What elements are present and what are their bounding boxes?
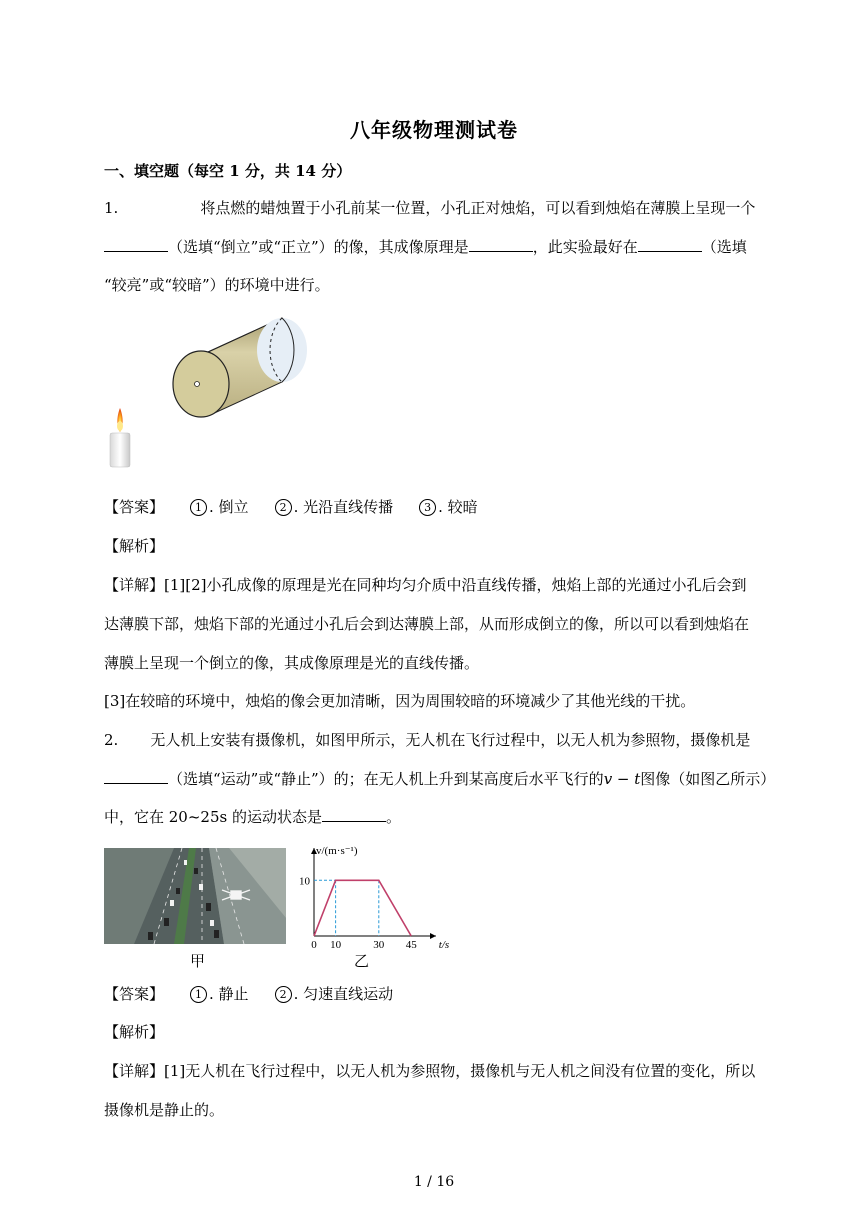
q1-text-2c: （选填 — [701, 238, 747, 256]
q1-text-2b: ，此实验最好在 — [532, 238, 638, 256]
answer-circle-number: 3 — [419, 499, 436, 516]
answer-circle-number: 1 — [190, 986, 207, 1003]
detail-line: 摄像机是静止的。 — [104, 1101, 225, 1119]
detail-line: [3]在较暗的环境中，烛焰的像会更加清晰，因为周围较暗的环境减少了其他光线的干扰。 — [104, 692, 696, 710]
x-tick-label: 30 — [373, 939, 385, 950]
q2-text-3a: 中，它在 20~25s 的运动状态是 — [104, 808, 322, 826]
q1-line1 — [104, 197, 755, 219]
candle-icon — [110, 408, 130, 467]
answer-label: 【答案】 — [104, 985, 165, 1003]
q2-text-3b: 。 — [385, 808, 401, 826]
y-tick-label: 10 — [299, 875, 310, 888]
vt-chart — [294, 840, 454, 950]
x-axis-arrow — [430, 933, 436, 939]
q2-text-2a: （选填“运动”或“静止”）的；在无人机上升到某高度后水平飞行的 — [168, 770, 604, 788]
q1-text-2a: （选填“倒立”或“正立”）的像，其成像原理是 — [168, 238, 469, 256]
q1-line3: “较亮”或“较暗”）的环境中进行。 — [104, 276, 330, 294]
q2-line3 — [104, 806, 401, 828]
section-heading: 一、填空题（每空 1 分，共 14 分） — [104, 162, 352, 180]
q2-text-2b: 图像（如图乙所示） — [640, 770, 776, 788]
answer-text: . 较暗 — [438, 498, 478, 516]
detail-line: 【详解】[1][2]小孔成像的原理是光在同种均匀介质中沿直线传播，烛焰上部的光通过小孔后会到 — [104, 576, 747, 594]
answer-text: . 匀速直线运动 — [293, 985, 394, 1003]
x-tick-label: 45 — [405, 939, 417, 950]
answer-blank[interactable] — [104, 237, 168, 252]
chart-plot-area — [299, 845, 449, 950]
tube — [173, 318, 307, 417]
q1-answer-line — [104, 496, 478, 518]
q1-text-1: 将点燃的蜡烛置于小孔前某一位置，小孔正对烛焰，可以看到烛焰在薄膜上呈现一个 — [200, 199, 756, 217]
answer-blank[interactable] — [469, 237, 533, 252]
y-axis-label: v/(m·s⁻¹) — [316, 845, 358, 857]
x-tick-label: 10 — [330, 939, 342, 950]
figure-label-yi: 乙 — [354, 952, 370, 970]
answer-text: . 光沿直线传播 — [293, 498, 394, 516]
answer-circle-number: 2 — [275, 499, 292, 516]
analysis-label: 【解析】 — [104, 537, 165, 555]
q2-answer-line — [104, 983, 393, 1005]
pinhole-camera-figure — [104, 312, 314, 472]
q2-line2 — [104, 768, 775, 790]
x-tick-label: 0 — [311, 939, 317, 950]
pinhole — [195, 382, 200, 387]
answer-label: 【答案】 — [104, 498, 165, 516]
answer-blank[interactable] — [638, 237, 702, 252]
x-axis-label: t/s — [438, 939, 450, 950]
q1-line2 — [104, 236, 747, 258]
detail-line: 达薄膜下部，烛焰下部的光通过小孔后会到达薄膜上部，从而形成倒立的像，所以可以看到烛焰在 — [104, 615, 750, 633]
detail-line: 【详解】[1]无人机在飞行过程中，以无人机为参照物，摄像机与无人机之间没有位置的变化，所以 — [104, 1062, 756, 1080]
figure-label-jia: 甲 — [190, 952, 206, 970]
answer-circle-number: 1 — [190, 499, 207, 516]
answer-blank[interactable] — [104, 769, 168, 784]
answer-blank[interactable] — [322, 807, 386, 822]
q2-text-1: 无人机上安装有摄像机，如图甲所示，无人机在飞行过程中，以无人机为参照物，摄像机是 — [150, 731, 751, 749]
analysis-label: 【解析】 — [104, 1023, 165, 1041]
series-line — [314, 880, 411, 936]
q2-line1 — [104, 729, 750, 751]
drone-highway-photo — [104, 848, 286, 944]
page-number: 1 / 16 — [413, 1174, 455, 1190]
vt-expression: v − t — [603, 770, 641, 788]
answer-circle-number: 2 — [275, 986, 292, 1003]
answer-text: . 倒立 — [209, 498, 249, 516]
q1-number: 1. — [104, 199, 119, 217]
q2-number: 2. — [104, 731, 119, 749]
page-title: 八年级物理测试卷 — [350, 118, 518, 142]
detail-line: 薄膜上呈现一个倒立的像，其成像原理是光的直线传播。 — [104, 654, 480, 672]
answer-text: . 静止 — [209, 985, 249, 1003]
